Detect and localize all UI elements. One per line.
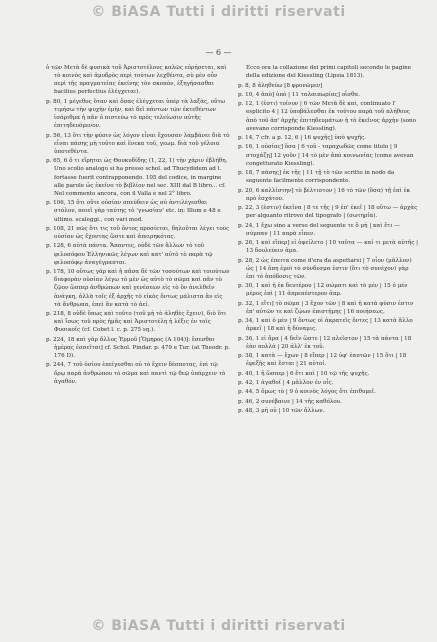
- right-entry: p. 34, 1 καὶ ὁ μέν | 9 ὄντως οἱ ἀκρατεῖς ὄντες | 13 κατὰ ἄλλο ἀρκεῖ | 18 καὶ ἡ δύναμις.: [238, 318, 413, 333]
- left-entry: ὁ τῶν Μετὰ δὲ φυσικὰ τοῦ Ἀριστοτέλους καλῶς εὑρήσεται, καὶ τὸ κοινὸς καὶ ἀμυδρὸς περὶ τούτων λεχθέντα, σὺ μὲν οὖν περὶ τῆς πραγματείας ἐκείνης τὸν σκοπὸν, ἐξηγήσασθαι bacilius perfectius ἐλέγχεται).: [46, 65, 227, 96]
- left-entry: p. 65, 6 ὅ τι εἴρηται ὡς Θουκυδίδης (1, 22, 1) τὴν χάριν ἐβλήθη. Uno scolio analogo si ha presso schol. ad Thucydidem ad l. fortasse fuerit contrapponendo. 105 del codice, in margine alle parole ὡς ἐκεῖνο τὸ βιβλίον nel sec. XIII dal B libro... cf. Nel commento ancora, con il Valla e nel 2° libro.: [46, 158, 228, 197]
- left-column: [46, 64, 230, 387]
- left-entry: p. 128, 6 αὐτὰ πάντα. Ἅπαντες, οὐδὲ τῶν ἄλλων τὸ τοῦ φιλοσόφου Ἑλληνικῶς λέγων καὶ κατ' αὐτὸ τὸ παρὰ τῷ φιλοσόφῳ ἀναγέγραπται.: [46, 243, 213, 266]
- right-entry: p. 22, 3 (ἐστιν) ἐκεῖνα | 8 τε τῆς | 9 ἐπ' ἐκεῖ | 18 οὕτω — ἀρχὰς per alquanto ritrovo del tipografo | (σωτηρία).: [238, 205, 418, 220]
- watermark-bottom: © BiASA Tutti i diritti riservati: [91, 618, 346, 634]
- right-entry: p. 48, 3 μὴ οὐ | 10 τῶν ἄλλων.: [238, 408, 325, 415]
- left-entry: p. 106, 15 ὅτι οὔτε οὐσίαν σπεύδειν ὡς σύ ἀντιλέγεσθαι στόλον, ποιεῖ γὰρ ταύτης τὸ 'γνωσίαν' etc. in: Illum e 48 e ultimo. scaleggi., con vari mod.: [46, 200, 221, 223]
- right-column: [238, 64, 418, 416]
- right-entry: p. 44, 5 ὅμως τὸ | 9 ὁ κοινὸς λόγος ὅτι ἐπιθυμεῖ.: [238, 389, 376, 396]
- left-entry: p. 244, 7 τοῦ ὁσίου ἐπείγεσθαι οὐ τὸ ἔχειν δέσποτας, ἐπὶ τῷ ὅρῳ παρὰ ἀνθρώπου τὸ σῶμα καὶ παντὶ τῷ θεῷ ὑπάρχειν τὸ ἀγαθόν.: [46, 362, 226, 385]
- right-entry: p. 30, 1 καὶ ἡ ἐκ δευτέρου | 12 σώματι καὶ τὸ μέν | 15 ὁ μέν μέρος ἐπὶ | 11 ἀπρεπέστερον ἀπρ.: [238, 283, 408, 298]
- right-entry: p. 28, 2 ὡς ἐπειτα come d'era da aspettarsi | 7 οἷον (μᾶλλον) ὡς | 14 ὅπη ἐμοὶ τὸ σύνδεσμα ἐστιν (ὅτι τὸ συνέχον) γὰρ ἐπι τὸ ἀπόδοσις τῶν.: [238, 257, 412, 280]
- left-entry: p. 178, 10 οὕτως γὰρ καὶ ἡ πᾶσα δὲ τῶν τοσούτων καὶ τοιούτων διαφορὰν οὐσίαν λέγω τὸ μὲν ὡς αὐτὸ τὸ σῶμα καὶ πᾶν τὸ ζῷον ὥσπερ ἀνθρώπων καὶ γενέσεων εἰς τὸ ὂν ἀνελθεῖν ἀνάγκη, ἀλλὰ τοῖς ἐξ ἀρχῆς τὸ εἰκὸς ὄντως μάλιστα ἂν εἰς τὰ ἄνθρωπα, ἐπεὶ ἂν κατὰ τὸ ἀεί.: [46, 269, 230, 308]
- right-entry: p. 38, 1 κατὰ — ἔχων | 8 εἴπερ | 12 ὑφ' ἑαυτῶν | 15 ὅτι | 18 ἐφεξῆς καὶ ἔσται | 21 αὐτοί.: [238, 353, 407, 368]
- right-intro: Ecco ora la collazione dei primi capitoli secondo le pagine della edizione del Kiessling (Lipsia 1813).: [246, 65, 412, 80]
- left-entry: p. 218, 8 οὐδὲ ὅπως καὶ τοῦτο (τοῦ μὴ τὸ ἀληθὲς ἔχειν), διὸ ὅτι καὶ ἴσως τοῦ πρὸς ἡμᾶς καὶ Ἀριστοτέλη ἡ λέξις ἐν τοῖς Φυσικοῖς (cf. Cobet l. c. p. 275 sq.).: [46, 311, 227, 334]
- right-entry: p. 32, 1 εἴτι] τὸ σῶμα | 3 ἔχον τῶν | 8 καὶ ἡ κατὰ φύσιν ἐστιν ἐπ' αὐτῶν τε καὶ ζῴων ἐπιστήμης | 16 ποιήσεως.: [238, 300, 414, 315]
- right-entry: p. 8, 8 ἀληθεύω [8 φρονῶμεν]: [238, 82, 323, 89]
- left-entry: p. 56, 13 ὅτι τὴν φύσιν ὡς λόγον εἶναι ἔχουσαν λαμβάνει διὰ τὸ εἶναι πάσης μὴ τοῦτο καὶ ἕνεκα τοῦ, γεωμ. διὰ τοῦ γέλοια ὑποτεθέντα.: [46, 132, 230, 155]
- right-entry: p. 12, 1 (ἐστι) τοίνυν | 6 τῶν Μετὰ δὲ καὶ, continuato l' esplicito 4 | 12 ὑποβάλεσθαι ἐκ τούτου παρὰ τοῦ πλήθους ἀπὸ τοῦ ἀπ' ἀρχῆς ἐπιτηδευμάτων ἡ τὸ ἐκεῖνος ἀρχὴν (sono avevano corrisponde Kiessling).: [238, 101, 416, 132]
- right-entry: p. 46, 2 συνέβαινε | 14 τῆς καθόλου.: [238, 398, 342, 405]
- right-entry: p. 26, 1 καὶ εἴπερ] εἰ ὀφείλετο | 10 ταῦτα — καί τι μετὰ αὐτῆς | 13 δουλεύειν ἀμα.: [238, 240, 419, 255]
- right-entry: p. 16, 1 οὐσίας] ὅσα | 6 τοῦ - ταραχωδῶς come titolo | 9 στοχάζῃ] 12 γοῦν | 14 τὸ μὲν ἀπὸ κοινωνίας (come avevan congetturato Kiessling).: [238, 144, 414, 167]
- watermark-top: © BiASA Tutti i diritti riservati: [91, 4, 346, 20]
- right-entry: p. 14, 7 cfr. a p. 12, 6 | 16 ψυχῆς] ὑπὸ ψυχῆς.: [238, 135, 367, 141]
- right-entry: p. 10, 4 ἀπὸ] ὑπὸ | 11 ταλαιπωρίας] οἶσθα.: [238, 91, 360, 98]
- left-entry: p. 108, 21 πῶς ὅτι τις τοῦ ὄντος προσίεται, δηλοῦται λέγει τοὺς οὐσίαν ὡς ἔχοντας ὥστε καὶ ἀπειρηκότας.: [46, 225, 230, 241]
- right-entry: p. 36, 1 εἰ ἄρα | 4 δεῖν ὥστε | 12 πλεῖστον | 15 τὰ πάντα | 18 ἐὰν πολλὰ | 20 ἀλλ' ἐκ τοῦ.: [238, 335, 412, 350]
- right-entry: p. 40, 1 ἢ ὥσπερ | 6 ἔτι καὶ | 10 τῷ τῆς ψυχῆς.: [238, 370, 370, 377]
- right-entry: p. 18, 7 πάσης] ἐκ τῆς | 11 τῇ τὸ τῶν scritto in nodo da seguente facilmente corrispondente.: [238, 170, 395, 185]
- right-entry: p. 24, 1 ἔχω sino a verso del seguente τε ὅ μή | καὶ ἔτι — σύμπαν | 11 παρὰ εἶπεν.: [238, 222, 400, 237]
- left-entry: p. 224, 18 καὶ γὰρ ἄλλος Ἑρμοῦ [Ὅμηρος (A 104)]: ἔσεσθαι ἡμέρας ἐσσεῖται] cf. Schol. Pindar. p. 479 e Tur. (at Theodr. p. 176 D).: [46, 336, 230, 359]
- page-number: — 6 —: [205, 48, 232, 57]
- right-entry: p. 20, 6 καλλίστην] τὸ βέλτιστον | 16 τὸ τῶν (ὅσα) τῇ ἐπὶ ἐκ πρὸ ἐσχάτου.: [238, 187, 411, 202]
- left-entry: p. 80, 1 μέγεθος ὅταν καὶ ὅσας ἐλέγχεται ὑπὲρ τὰ λαξὰς, οὕτω τιμήσω τὴν ψυχὴν ἐμὴν, καὶ δεῖ πάντων τῶν ἐκτεθέντων ἰσάριθμα ἡ πᾶν ὁ πιστεύω τὸ πρὸς τελείωσιν αὐτῆς ἐπιτηδευόμενον.: [46, 98, 226, 130]
- right-entry: p. 42, 1 ἀγαθοί | 4 μᾶλλον ἐν οἷς.: [238, 380, 334, 386]
